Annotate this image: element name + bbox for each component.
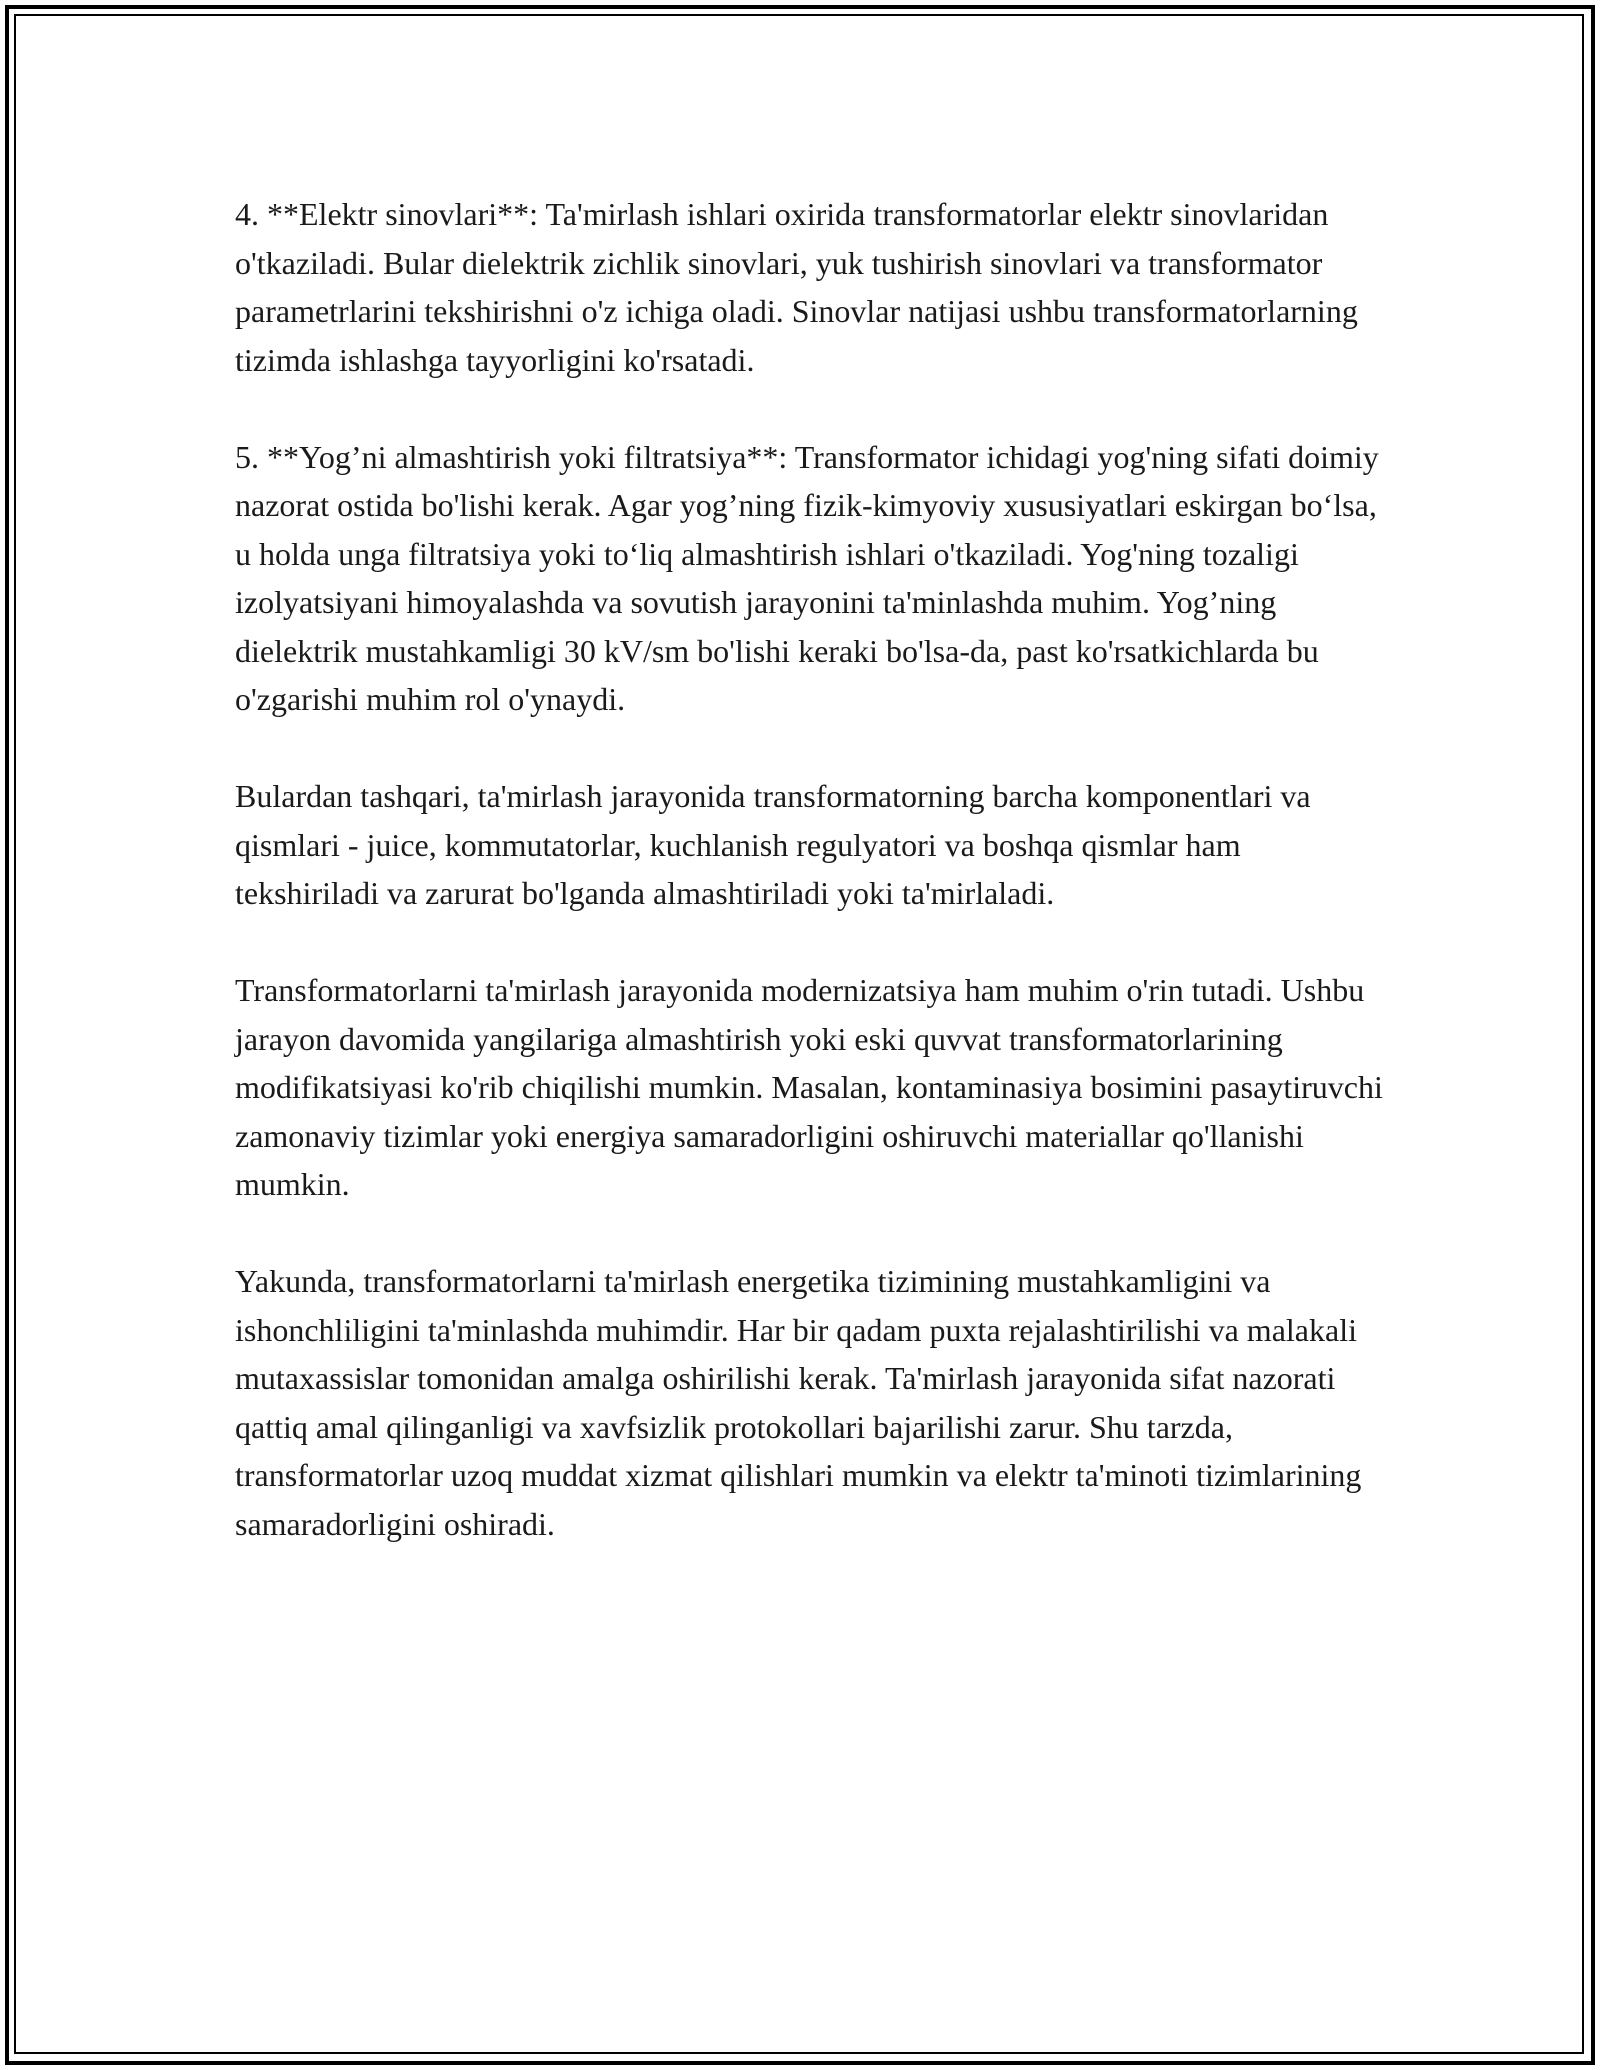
document-body [235,190,1385,1548]
paragraph-conclusion: Yakunda, transformatorlarni ta'mirlash energetika tizimining mustahkamligini va ishonchliligini ta'minlashda muhimdir. Har bir qadam puxta rejalashtirilishi va malakali mutaxassislar tomonidan amalga oshirilishi kerak. Ta'mirlash jarayonida sifat nazorati qattiq amal qilinganligi va xavfsizlik protokollari bajarilishi zarur. Shu tarzda, transformatorlar uzoq muddat xizmat qilishlari mumkin va elektr ta'minoti tizimlarining samaradorligini oshiradi. [235,1263,1362,1542]
paragraph-oil-replacement: 5. **Yog’ni almashtirish yoki filtratsiya**: Transformator ichidagi yog'ning sifati doimiy nazorat ostida bo'lishi kerak. Agar yog’ning fizik-kimyoviy xususiyatlari eskirgan bo‘lsa, u holda unga filtratsiya yoki to‘liq almashtirish ishlari o'tkaziladi. Yog'ning tozaligi izolyatsiyani himoyalashda va sovutish jarayonini ta'minlashda muhim. Yog’ning dielektrik mustahkamligi 30 kV/sm bo'lishi keraki bo'lsa-da, past ko'rsatkichlarda bu o'zgarishi muhim rol o'ynaydi. [235,438,1379,717]
paragraph-modernization: Transformatorlarni ta'mirlash jarayonida modernizatsiya ham muhim o'rin tutadi. Ushbu jarayon davomida yangilariga almashtirish yoki eski quvvat transformatorlarining modifikatsiyasi ko'rib chiqilishi mumkin. Masalan, kontaminasiya bosimini pasaytiruvchi zamonaviy tizimlar yoki energiya samaradorligini oshiruvchi materiallar qo'llanishi mumkin. [235,972,1383,1202]
paragraph-electrical-tests: 4. **Elektr sinovlari**: Ta'mirlash ishlari oxirida transformatorlar elektr sinovlaridan o'tkaziladi. Bular dielektrik zichlik sinovlari, yuk tushirish sinovlari va transformator parametrlarini tekshirishni o'z ichiga oladi. Sinovlar natijasi ushbu transformatorlarning tizimda ishlashga tayyorligini ko'rsatadi. [235,196,1358,378]
paragraph-components-check: Bulardan tashqari, ta'mirlash jarayonida transformatorning barcha komponentlari va qismlari - juice, kommutatorlar, kuchlanish regulyatori va boshqa qismlar ham tekshiriladi va zarurat bo'lganda almashtiriladi yoki ta'mirlaladi. [235,778,1311,911]
